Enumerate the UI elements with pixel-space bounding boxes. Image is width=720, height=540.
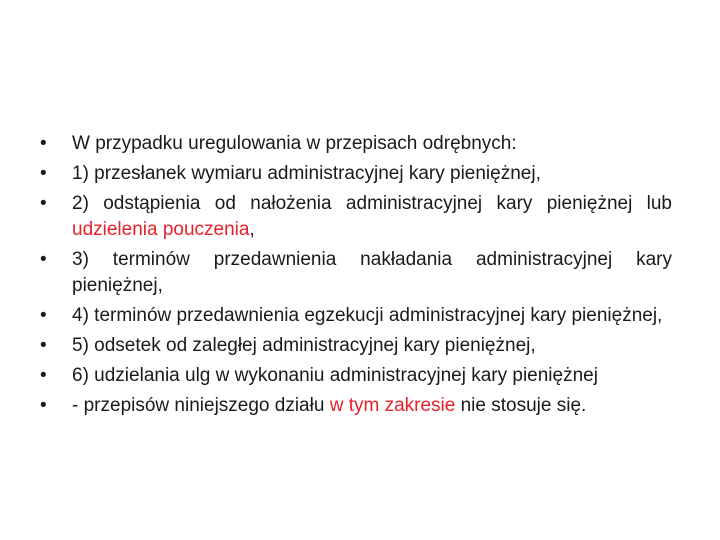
- bullet-text: 3) terminów przedawnienia nakładania administracyjnej kary pieniężnej,: [72, 249, 672, 296]
- bullet-icon: •: [40, 249, 47, 270]
- bullet-text-tail: ,: [249, 219, 255, 240]
- highlighted-text: w tym zakresie: [329, 395, 456, 416]
- bullet-list: [40, 131, 672, 419]
- bullet-text: 2) odstąpienia od nałożenia administracyjnej kary pieniężnej lub: [72, 193, 672, 214]
- bullet-item-3: [40, 191, 672, 243]
- highlighted-text: udzielenia pouczenia: [72, 219, 250, 240]
- bullet-item-7: [40, 363, 672, 389]
- bullet-text: W przypadku uregulowania w przepisach odrębnych:: [72, 133, 517, 154]
- bullet-icon: •: [40, 133, 47, 154]
- bullet-item-2: [40, 161, 672, 187]
- bullet-icon: •: [40, 163, 47, 184]
- bullet-icon: •: [40, 365, 47, 386]
- bullet-text: 6) udzielania ulg w wykonaniu administracyjnej kary pieniężnej: [72, 365, 598, 386]
- bullet-item-8: [40, 393, 672, 419]
- bullet-item-1: [40, 131, 672, 157]
- bullet-text: - przepisów niniejszego działu: [72, 395, 330, 416]
- bullet-text: 4) terminów przedawnienia egzekucji administracyjnej kary pieniężnej,: [72, 305, 663, 326]
- bullet-icon: •: [40, 335, 47, 356]
- bullet-item-4: [40, 247, 672, 299]
- bullet-icon: •: [40, 193, 47, 214]
- bullet-icon: •: [40, 395, 47, 416]
- bullet-item-5: [40, 303, 672, 329]
- bullet-text-tail: nie stosuje się.: [455, 395, 587, 416]
- bullet-item-6: [40, 333, 672, 359]
- bullet-text: 1) przesłanek wymiaru administracyjnej kary pieniężnej,: [72, 163, 541, 184]
- bullet-icon: •: [40, 305, 47, 326]
- bullet-text: 5) odsetek od zaległej administracyjnej kary pieniężnej,: [72, 335, 536, 356]
